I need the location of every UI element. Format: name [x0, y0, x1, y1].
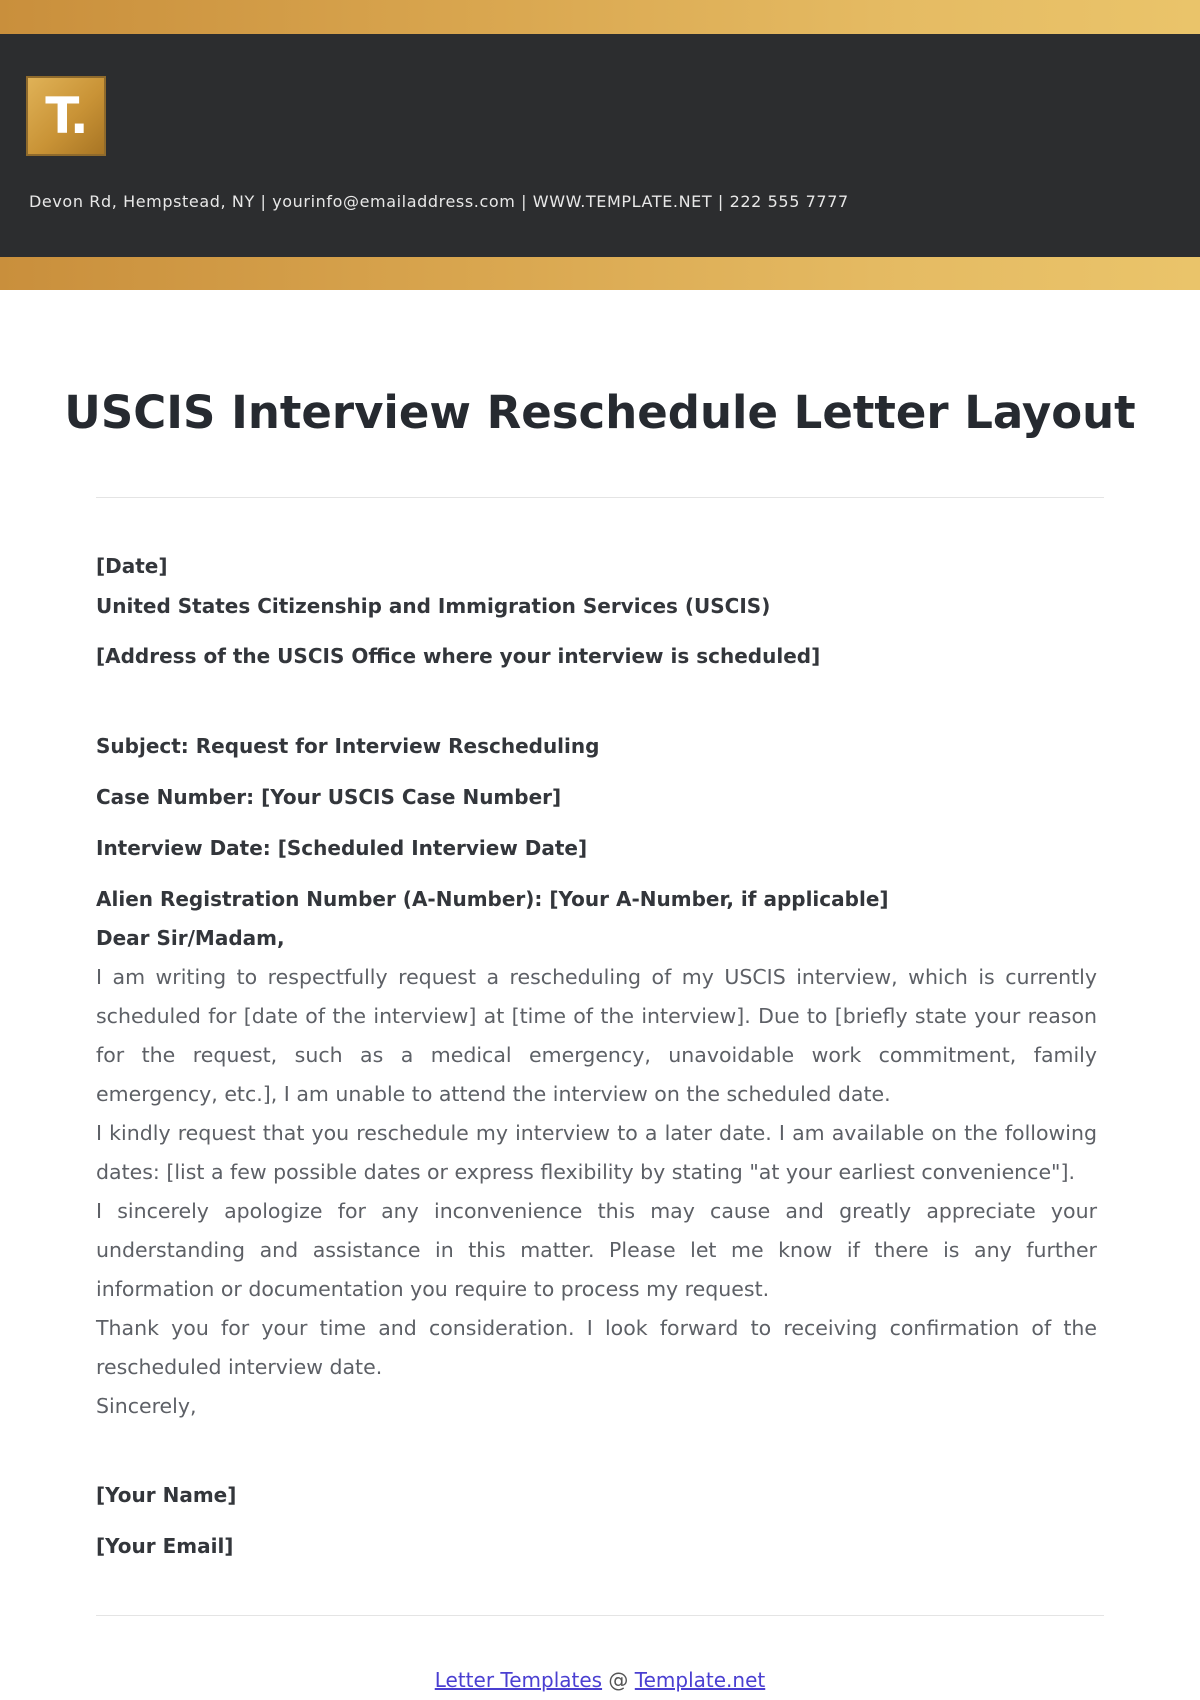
letterhead: [0, 34, 1200, 257]
template-net-link[interactable]: Template.net: [634, 1668, 766, 1692]
recipient-address: [Address of the USCIS Office where your interview is scheduled]: [96, 644, 821, 668]
recipient: United States Citizenship and Immigration Services (USCIS): [96, 594, 771, 618]
closing: Sincerely,: [96, 1394, 197, 1418]
contact-info: Devon Rd, Hempstead, NY | yourinfo@emailaddress.com | WWW.TEMPLATE.NET | 222 555 7777: [29, 192, 849, 211]
logo-text: T.: [45, 87, 87, 145]
a-number: Alien Registration Number (A-Number): [Your A-Number, if applicable]: [96, 887, 889, 911]
body-paragraph: I kindly request that you reschedule my interview to a later date. I am available on the following dates: [list a few possible dates or express flexibility by stating "at your earliest convenience"].: [96, 1121, 1097, 1184]
divider-top: [96, 497, 1104, 498]
interview-date: Interview Date: [Scheduled Interview Date]: [96, 836, 588, 860]
body-paragraph: I am writing to respectfully request a rescheduling of my USCIS interview, which is currently scheduled for [date of the interview] at [time of the interview]. Due to [briefly state your reason for the request, such as a medical emergency, unavoidable work commitment, family emergency, etc.], I am unable to attend the interview on the scheduled date.: [96, 965, 1097, 1106]
footer-separator: @: [602, 1668, 635, 1692]
subject-line: Subject: Request for Interview Rescheduling: [96, 734, 600, 758]
body-paragraph: Thank you for your time and consideration. I look forward to receiving confirmation of the rescheduled interview date.: [96, 1316, 1097, 1379]
logo: [26, 76, 106, 156]
sender-email: [Your Email]: [96, 1534, 234, 1558]
divider-bottom: [96, 1615, 1104, 1616]
case-number: Case Number: [Your USCIS Case Number]: [96, 785, 562, 809]
footer: [0, 1670, 1200, 1690]
page-title: USCIS Interview Reschedule Letter Layout: [64, 386, 1136, 439]
letter-date: [Date]: [96, 554, 168, 578]
body-paragraph: I sincerely apologize for any inconvenience this may cause and greatly appreciate your understanding and assistance in this matter. Please let me know if there is any further information or documentation you require to process my request.: [96, 1199, 1097, 1301]
letter-templates-link[interactable]: Letter Templates: [434, 1668, 603, 1692]
sender-name: [Your Name]: [96, 1483, 237, 1507]
header-top-gold-bar: [0, 0, 1200, 34]
header-bottom-gold-bar: [0, 257, 1200, 290]
salutation: Dear Sir/Madam,: [96, 926, 285, 950]
